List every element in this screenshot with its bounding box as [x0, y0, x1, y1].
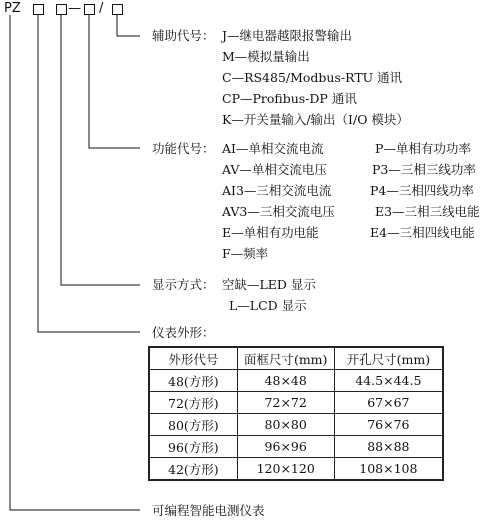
func-item-right: P—单相有功功率	[375, 141, 471, 156]
display-item: L—LCD 显示	[229, 298, 307, 313]
func-label: 功能代号：	[152, 141, 215, 156]
table-cell: 48(方形)	[149, 370, 237, 392]
model-prefix: PZ	[4, 1, 21, 16]
table-header-row	[149, 347, 443, 370]
table-cell: 80(方形)	[149, 414, 237, 436]
table-cell: 88×88	[334, 436, 443, 458]
table-cell: 96(方形)	[149, 436, 237, 458]
aux-item: C—RS485/Modbus-RTU 通讯	[222, 70, 403, 85]
aux-item: K—开关量输入/输出（I/O 模块）	[222, 112, 409, 127]
table-cell: 76×76	[334, 414, 443, 436]
func-item-left: AV—单相交流电压	[222, 162, 327, 177]
series-connector	[10, 15, 140, 510]
table-cell: 67×67	[334, 392, 443, 414]
display-connector	[61, 15, 140, 285]
table-header-cell: 外形代号	[149, 347, 237, 370]
table-header-cell: 面框尺寸(mm)	[237, 347, 334, 370]
model-separator-slash: /	[99, 1, 104, 16]
table-row	[149, 414, 443, 436]
table-cell: 44.5×44.5	[334, 370, 443, 392]
table-cell: 72(方形)	[149, 392, 237, 414]
table-cell: 120×120	[237, 458, 334, 481]
display-label: 显示方式：	[152, 277, 215, 292]
table-row	[149, 370, 443, 392]
shape-label: 仪表外形：	[152, 325, 215, 340]
aux-item: J—继电器越限报警输出	[222, 28, 353, 43]
series-label: 可编程智能电测仪表	[152, 503, 265, 518]
table-cell: 72×72	[237, 392, 334, 414]
display-item: 空缺—LED 显示	[222, 277, 316, 292]
func-item-left: F—频率	[222, 246, 269, 261]
func-connector	[89, 15, 140, 148]
func-item-left: AI3—三相交流电流	[222, 183, 332, 198]
table-cell: 80×80	[237, 414, 334, 436]
table-cell: 48×48	[237, 370, 334, 392]
table-cell: 96×96	[237, 436, 334, 458]
table-row	[149, 436, 443, 458]
aux-item: M—模拟量输出	[222, 49, 310, 64]
func-item-left: E—单相有功电能	[222, 225, 319, 240]
func-item-left: AV3—三相交流电压	[222, 204, 335, 219]
func-item-right: P3—三相三线功率	[372, 162, 476, 177]
table-header-cell: 开孔尺寸(mm)	[334, 347, 443, 370]
aux-label: 辅助代号：	[152, 28, 215, 43]
aux-connector	[117, 15, 140, 36]
table-cell: 42(方形)	[149, 458, 237, 481]
table-row	[149, 458, 443, 481]
table-cell: 108×108	[334, 458, 443, 481]
aux-item: CP—Profibus-DP 通讯	[222, 91, 357, 106]
func-item-right: P4—三相四线功率	[370, 183, 474, 198]
table-row	[149, 392, 443, 414]
func-item-right: E4—三相四线电能	[370, 225, 475, 240]
func-item-left: AI—单相交流电流	[222, 141, 324, 156]
func-item-right: E3—三相三线电能	[375, 204, 480, 219]
model-separator-dash: —	[68, 1, 81, 16]
dimensions-table	[148, 346, 444, 481]
